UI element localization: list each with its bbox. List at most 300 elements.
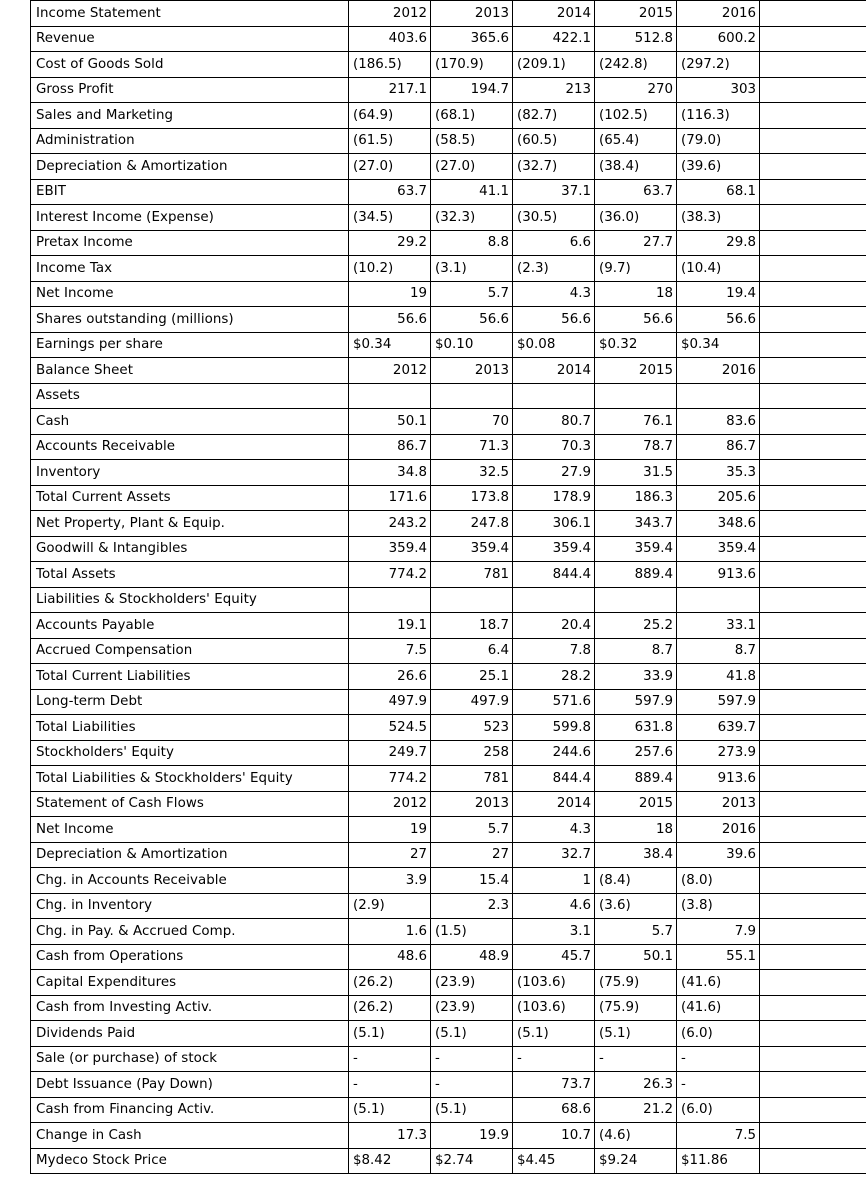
value-cell[interactable]: (3.6) xyxy=(595,893,677,919)
value-cell[interactable]: (75.9) xyxy=(595,970,677,996)
value-cell[interactable]: (5.1) xyxy=(431,1021,513,1047)
empty-cell[interactable] xyxy=(431,383,513,409)
value-cell[interactable]: (38.4) xyxy=(595,154,677,180)
value-cell[interactable]: 303 xyxy=(677,77,760,103)
value-cell[interactable]: 273.9 xyxy=(677,740,760,766)
value-cell[interactable]: (8.4) xyxy=(595,868,677,894)
empty-trailing-cell[interactable] xyxy=(760,332,866,358)
row-label-cell[interactable]: Depreciation & Amortization xyxy=(31,842,349,868)
empty-trailing-cell[interactable] xyxy=(760,205,866,231)
value-cell[interactable]: 244.6 xyxy=(513,740,595,766)
value-cell[interactable]: 21.2 xyxy=(595,1097,677,1123)
value-cell[interactable]: (5.1) xyxy=(349,1097,431,1123)
row-label-cell[interactable]: Capital Expenditures xyxy=(31,970,349,996)
section-header-cell[interactable]: Assets xyxy=(31,383,349,409)
empty-cell[interactable] xyxy=(595,587,677,613)
value-cell[interactable]: 359.4 xyxy=(513,536,595,562)
empty-trailing-cell[interactable] xyxy=(760,613,866,639)
value-cell[interactable]: 27 xyxy=(431,842,513,868)
value-cell[interactable]: 19.9 xyxy=(431,1123,513,1149)
empty-trailing-cell[interactable] xyxy=(760,434,866,460)
value-cell[interactable]: 2015 xyxy=(595,358,677,384)
value-cell[interactable]: 359.4 xyxy=(595,536,677,562)
value-cell[interactable]: 27.9 xyxy=(513,460,595,486)
value-cell[interactable]: 2016 xyxy=(677,1,760,27)
value-cell[interactable]: 2014 xyxy=(513,358,595,384)
value-cell[interactable]: (103.6) xyxy=(513,995,595,1021)
value-cell[interactable]: 359.4 xyxy=(431,536,513,562)
value-cell[interactable]: (32.3) xyxy=(431,205,513,231)
row-label-cell[interactable]: Pretax Income xyxy=(31,230,349,256)
value-cell[interactable]: 243.2 xyxy=(349,511,431,537)
empty-trailing-cell[interactable] xyxy=(760,740,866,766)
row-label-cell[interactable]: EBIT xyxy=(31,179,349,205)
value-cell[interactable]: 173.8 xyxy=(431,485,513,511)
empty-cell[interactable] xyxy=(349,383,431,409)
value-cell[interactable]: 33.1 xyxy=(677,613,760,639)
value-cell[interactable]: 6.4 xyxy=(431,638,513,664)
value-cell[interactable]: 571.6 xyxy=(513,689,595,715)
value-cell[interactable]: 34.8 xyxy=(349,460,431,486)
value-cell[interactable]: 8.7 xyxy=(677,638,760,664)
value-cell[interactable]: $8.42 xyxy=(349,1148,431,1174)
value-cell[interactable]: 31.5 xyxy=(595,460,677,486)
value-cell[interactable]: - xyxy=(513,1046,595,1072)
value-cell[interactable]: 3.1 xyxy=(513,919,595,945)
empty-cell[interactable] xyxy=(349,587,431,613)
row-label-cell[interactable]: Shares outstanding (millions) xyxy=(31,307,349,333)
value-cell[interactable]: (27.0) xyxy=(431,154,513,180)
value-cell[interactable]: 19.1 xyxy=(349,613,431,639)
empty-trailing-cell[interactable] xyxy=(760,1123,866,1149)
value-cell[interactable]: (39.6) xyxy=(677,154,760,180)
value-cell[interactable]: 186.3 xyxy=(595,485,677,511)
value-cell[interactable]: 29.2 xyxy=(349,230,431,256)
value-cell[interactable]: 73.7 xyxy=(513,1072,595,1098)
value-cell[interactable]: (65.4) xyxy=(595,128,677,154)
row-label-cell[interactable]: Net Income xyxy=(31,817,349,843)
value-cell[interactable]: (34.5) xyxy=(349,205,431,231)
value-cell[interactable]: (23.9) xyxy=(431,970,513,996)
value-cell[interactable]: 6.6 xyxy=(513,230,595,256)
value-cell[interactable]: (4.6) xyxy=(595,1123,677,1149)
empty-trailing-cell[interactable] xyxy=(760,1072,866,1098)
value-cell[interactable]: 86.7 xyxy=(349,434,431,460)
row-label-cell[interactable]: Net Property, Plant & Equip. xyxy=(31,511,349,537)
value-cell[interactable]: 205.6 xyxy=(677,485,760,511)
value-cell[interactable]: $4.45 xyxy=(513,1148,595,1174)
value-cell[interactable]: 2012 xyxy=(349,791,431,817)
value-cell[interactable]: 56.6 xyxy=(431,307,513,333)
row-label-cell[interactable]: Net Income xyxy=(31,281,349,307)
empty-trailing-cell[interactable] xyxy=(760,1148,866,1174)
value-cell[interactable]: 26.6 xyxy=(349,664,431,690)
value-cell[interactable]: 37.1 xyxy=(513,179,595,205)
row-label-cell[interactable]: Accounts Payable xyxy=(31,613,349,639)
value-cell[interactable]: 2014 xyxy=(513,791,595,817)
value-cell[interactable]: 10.7 xyxy=(513,1123,595,1149)
row-label-cell[interactable]: Debt Issuance (Pay Down) xyxy=(31,1072,349,1098)
value-cell[interactable]: $0.10 xyxy=(431,332,513,358)
value-cell[interactable]: (75.9) xyxy=(595,995,677,1021)
row-label-cell[interactable]: Total Assets xyxy=(31,562,349,588)
row-label-cell[interactable]: Cash from Investing Activ. xyxy=(31,995,349,1021)
value-cell[interactable]: 7.5 xyxy=(349,638,431,664)
value-cell[interactable]: (297.2) xyxy=(677,52,760,78)
value-cell[interactable]: 194.7 xyxy=(431,77,513,103)
empty-trailing-cell[interactable] xyxy=(760,868,866,894)
value-cell[interactable]: 35.3 xyxy=(677,460,760,486)
value-cell[interactable]: 631.8 xyxy=(595,715,677,741)
value-cell[interactable]: (30.5) xyxy=(513,205,595,231)
value-cell[interactable]: (58.5) xyxy=(431,128,513,154)
value-cell[interactable]: (5.1) xyxy=(431,1097,513,1123)
row-label-cell[interactable]: Cash from Operations xyxy=(31,944,349,970)
value-cell[interactable]: 86.7 xyxy=(677,434,760,460)
value-cell[interactable]: 5.7 xyxy=(431,281,513,307)
value-cell[interactable]: 63.7 xyxy=(349,179,431,205)
row-label-cell[interactable]: Mydeco Stock Price xyxy=(31,1148,349,1174)
value-cell[interactable]: (8.0) xyxy=(677,868,760,894)
value-cell[interactable]: 2013 xyxy=(677,791,760,817)
value-cell[interactable]: - xyxy=(595,1046,677,1072)
value-cell[interactable]: 18 xyxy=(595,817,677,843)
value-cell[interactable]: 497.9 xyxy=(431,689,513,715)
value-cell[interactable]: 28.2 xyxy=(513,664,595,690)
value-cell[interactable]: 50.1 xyxy=(349,409,431,435)
empty-trailing-cell[interactable] xyxy=(760,383,866,409)
row-label-cell[interactable]: Interest Income (Expense) xyxy=(31,205,349,231)
value-cell[interactable]: 512.8 xyxy=(595,26,677,52)
empty-trailing-cell[interactable] xyxy=(760,179,866,205)
empty-trailing-cell[interactable] xyxy=(760,154,866,180)
empty-trailing-cell[interactable] xyxy=(760,460,866,486)
value-cell[interactable]: 403.6 xyxy=(349,26,431,52)
value-cell[interactable]: 171.6 xyxy=(349,485,431,511)
value-cell[interactable]: 48.9 xyxy=(431,944,513,970)
empty-trailing-cell[interactable] xyxy=(760,817,866,843)
value-cell[interactable]: 2013 xyxy=(431,1,513,27)
row-label-cell[interactable]: Change in Cash xyxy=(31,1123,349,1149)
value-cell[interactable]: 63.7 xyxy=(595,179,677,205)
value-cell[interactable]: 178.9 xyxy=(513,485,595,511)
value-cell[interactable]: 249.7 xyxy=(349,740,431,766)
value-cell[interactable]: 68.1 xyxy=(677,179,760,205)
empty-trailing-cell[interactable] xyxy=(760,281,866,307)
value-cell[interactable]: 2012 xyxy=(349,358,431,384)
value-cell[interactable]: (61.5) xyxy=(349,128,431,154)
value-cell[interactable]: - xyxy=(431,1046,513,1072)
section-header-cell[interactable]: Statement of Cash Flows xyxy=(31,791,349,817)
value-cell[interactable]: 41.1 xyxy=(431,179,513,205)
value-cell[interactable]: 50.1 xyxy=(595,944,677,970)
value-cell[interactable]: (26.2) xyxy=(349,970,431,996)
value-cell[interactable]: (27.0) xyxy=(349,154,431,180)
value-cell[interactable]: 19 xyxy=(349,281,431,307)
value-cell[interactable]: 270 xyxy=(595,77,677,103)
empty-trailing-cell[interactable] xyxy=(760,689,866,715)
value-cell[interactable]: 8.8 xyxy=(431,230,513,256)
value-cell[interactable]: 889.4 xyxy=(595,562,677,588)
value-cell[interactable]: 213 xyxy=(513,77,595,103)
value-cell[interactable]: 844.4 xyxy=(513,766,595,792)
value-cell[interactable]: 56.6 xyxy=(513,307,595,333)
value-cell[interactable]: 25.2 xyxy=(595,613,677,639)
row-label-cell[interactable]: Cost of Goods Sold xyxy=(31,52,349,78)
value-cell[interactable]: 844.4 xyxy=(513,562,595,588)
value-cell[interactable]: 20.4 xyxy=(513,613,595,639)
value-cell[interactable]: (209.1) xyxy=(513,52,595,78)
empty-trailing-cell[interactable] xyxy=(760,919,866,945)
empty-trailing-cell[interactable] xyxy=(760,1097,866,1123)
value-cell[interactable]: 41.8 xyxy=(677,664,760,690)
row-label-cell[interactable]: Depreciation & Amortization xyxy=(31,154,349,180)
value-cell[interactable]: (6.0) xyxy=(677,1097,760,1123)
value-cell[interactable]: 83.6 xyxy=(677,409,760,435)
value-cell[interactable]: (186.5) xyxy=(349,52,431,78)
row-label-cell[interactable]: Dividends Paid xyxy=(31,1021,349,1047)
value-cell[interactable]: (3.8) xyxy=(677,893,760,919)
empty-cell[interactable] xyxy=(677,383,760,409)
row-label-cell[interactable]: Administration xyxy=(31,128,349,154)
value-cell[interactable]: 1.6 xyxy=(349,919,431,945)
value-cell[interactable]: - xyxy=(431,1072,513,1098)
value-cell[interactable]: 70 xyxy=(431,409,513,435)
empty-cell[interactable] xyxy=(595,383,677,409)
value-cell[interactable]: (60.5) xyxy=(513,128,595,154)
value-cell[interactable]: (23.9) xyxy=(431,995,513,1021)
row-label-cell[interactable]: Total Current Assets xyxy=(31,485,349,511)
value-cell[interactable]: 3.9 xyxy=(349,868,431,894)
value-cell[interactable]: (103.6) xyxy=(513,970,595,996)
value-cell[interactable]: 2015 xyxy=(595,1,677,27)
value-cell[interactable]: (38.3) xyxy=(677,205,760,231)
value-cell[interactable]: $2.74 xyxy=(431,1148,513,1174)
value-cell[interactable]: 38.4 xyxy=(595,842,677,868)
value-cell[interactable]: (1.5) xyxy=(431,919,513,945)
value-cell[interactable]: (116.3) xyxy=(677,103,760,129)
empty-trailing-cell[interactable] xyxy=(760,1046,866,1072)
value-cell[interactable]: - xyxy=(349,1072,431,1098)
value-cell[interactable]: 774.2 xyxy=(349,766,431,792)
row-label-cell[interactable]: Income Tax xyxy=(31,256,349,282)
value-cell[interactable]: 599.8 xyxy=(513,715,595,741)
empty-trailing-cell[interactable] xyxy=(760,842,866,868)
value-cell[interactable]: 15.4 xyxy=(431,868,513,894)
value-cell[interactable]: (10.4) xyxy=(677,256,760,282)
row-label-cell[interactable]: Chg. in Pay. & Accrued Comp. xyxy=(31,919,349,945)
value-cell[interactable]: 2.3 xyxy=(431,893,513,919)
value-cell[interactable]: 19 xyxy=(349,817,431,843)
value-cell[interactable]: (102.5) xyxy=(595,103,677,129)
value-cell[interactable]: - xyxy=(349,1046,431,1072)
value-cell[interactable]: 2015 xyxy=(595,791,677,817)
value-cell[interactable]: 4.3 xyxy=(513,281,595,307)
row-label-cell[interactable]: Total Liabilities & Stockholders' Equity xyxy=(31,766,349,792)
value-cell[interactable]: 343.7 xyxy=(595,511,677,537)
value-cell[interactable]: 7.9 xyxy=(677,919,760,945)
value-cell[interactable]: 25.1 xyxy=(431,664,513,690)
empty-trailing-cell[interactable] xyxy=(760,230,866,256)
value-cell[interactable]: 45.7 xyxy=(513,944,595,970)
value-cell[interactable]: (79.0) xyxy=(677,128,760,154)
empty-trailing-cell[interactable] xyxy=(760,52,866,78)
value-cell[interactable]: 913.6 xyxy=(677,562,760,588)
value-cell[interactable]: 18.7 xyxy=(431,613,513,639)
empty-trailing-cell[interactable] xyxy=(760,77,866,103)
empty-trailing-cell[interactable] xyxy=(760,638,866,664)
value-cell[interactable]: 422.1 xyxy=(513,26,595,52)
value-cell[interactable]: 76.1 xyxy=(595,409,677,435)
value-cell[interactable]: 7.8 xyxy=(513,638,595,664)
value-cell[interactable]: (26.2) xyxy=(349,995,431,1021)
value-cell[interactable]: 781 xyxy=(431,562,513,588)
value-cell[interactable]: 5.7 xyxy=(595,919,677,945)
empty-trailing-cell[interactable] xyxy=(760,511,866,537)
empty-trailing-cell[interactable] xyxy=(760,562,866,588)
value-cell[interactable]: (41.6) xyxy=(677,995,760,1021)
value-cell[interactable]: (10.2) xyxy=(349,256,431,282)
value-cell[interactable]: 27 xyxy=(349,842,431,868)
value-cell[interactable]: $0.34 xyxy=(349,332,431,358)
value-cell[interactable]: (68.1) xyxy=(431,103,513,129)
value-cell[interactable]: 19.4 xyxy=(677,281,760,307)
value-cell[interactable]: (5.1) xyxy=(513,1021,595,1047)
value-cell[interactable]: 18 xyxy=(595,281,677,307)
section-header-cell[interactable]: Liabilities & Stockholders' Equity xyxy=(31,587,349,613)
value-cell[interactable]: 247.8 xyxy=(431,511,513,537)
empty-trailing-cell[interactable] xyxy=(760,766,866,792)
value-cell[interactable]: (2.9) xyxy=(349,893,431,919)
empty-trailing-cell[interactable] xyxy=(760,307,866,333)
value-cell[interactable]: 33.9 xyxy=(595,664,677,690)
value-cell[interactable]: (3.1) xyxy=(431,256,513,282)
value-cell[interactable]: 781 xyxy=(431,766,513,792)
row-label-cell[interactable]: Earnings per share xyxy=(31,332,349,358)
value-cell[interactable]: - xyxy=(677,1046,760,1072)
value-cell[interactable]: 48.6 xyxy=(349,944,431,970)
value-cell[interactable]: 2013 xyxy=(431,791,513,817)
value-cell[interactable]: 7.5 xyxy=(677,1123,760,1149)
value-cell[interactable]: 17.3 xyxy=(349,1123,431,1149)
value-cell[interactable]: 80.7 xyxy=(513,409,595,435)
empty-trailing-cell[interactable] xyxy=(760,409,866,435)
value-cell[interactable]: 32.5 xyxy=(431,460,513,486)
value-cell[interactable]: 359.4 xyxy=(349,536,431,562)
value-cell[interactable]: 258 xyxy=(431,740,513,766)
row-label-cell[interactable]: Gross Profit xyxy=(31,77,349,103)
value-cell[interactable]: 600.2 xyxy=(677,26,760,52)
empty-trailing-cell[interactable] xyxy=(760,995,866,1021)
value-cell[interactable]: 39.6 xyxy=(677,842,760,868)
value-cell[interactable]: 774.2 xyxy=(349,562,431,588)
value-cell[interactable]: 359.4 xyxy=(677,536,760,562)
value-cell[interactable]: $0.08 xyxy=(513,332,595,358)
value-cell[interactable]: 55.1 xyxy=(677,944,760,970)
value-cell[interactable]: 2016 xyxy=(677,358,760,384)
row-label-cell[interactable]: Accounts Receivable xyxy=(31,434,349,460)
value-cell[interactable]: $0.34 xyxy=(677,332,760,358)
empty-trailing-cell[interactable] xyxy=(760,664,866,690)
row-label-cell[interactable]: Total Liabilities xyxy=(31,715,349,741)
value-cell[interactable]: (41.6) xyxy=(677,970,760,996)
row-label-cell[interactable]: Long-term Debt xyxy=(31,689,349,715)
value-cell[interactable]: 29.8 xyxy=(677,230,760,256)
empty-trailing-cell[interactable] xyxy=(760,944,866,970)
value-cell[interactable]: 56.6 xyxy=(349,307,431,333)
value-cell[interactable]: $11.86 xyxy=(677,1148,760,1174)
value-cell[interactable]: 217.1 xyxy=(349,77,431,103)
empty-trailing-cell[interactable] xyxy=(760,715,866,741)
row-label-cell[interactable]: Sales and Marketing xyxy=(31,103,349,129)
value-cell[interactable]: 365.6 xyxy=(431,26,513,52)
value-cell[interactable]: - xyxy=(677,1072,760,1098)
value-cell[interactable]: (6.0) xyxy=(677,1021,760,1047)
value-cell[interactable]: 56.6 xyxy=(677,307,760,333)
value-cell[interactable]: 71.3 xyxy=(431,434,513,460)
value-cell[interactable]: 27.7 xyxy=(595,230,677,256)
value-cell[interactable]: 597.9 xyxy=(677,689,760,715)
section-header-cell[interactable]: Income Statement xyxy=(31,1,349,27)
value-cell[interactable]: (5.1) xyxy=(595,1021,677,1047)
empty-trailing-cell[interactable] xyxy=(760,587,866,613)
value-cell[interactable]: 32.7 xyxy=(513,842,595,868)
value-cell[interactable]: 8.7 xyxy=(595,638,677,664)
value-cell[interactable]: $0.32 xyxy=(595,332,677,358)
value-cell[interactable]: 306.1 xyxy=(513,511,595,537)
value-cell[interactable]: 4.6 xyxy=(513,893,595,919)
value-cell[interactable]: 2012 xyxy=(349,1,431,27)
empty-trailing-cell[interactable] xyxy=(760,128,866,154)
row-label-cell[interactable]: Cash xyxy=(31,409,349,435)
empty-trailing-cell[interactable] xyxy=(760,970,866,996)
row-label-cell[interactable]: Total Current Liabilities xyxy=(31,664,349,690)
empty-cell[interactable] xyxy=(513,383,595,409)
value-cell[interactable]: 523 xyxy=(431,715,513,741)
value-cell[interactable]: 524.5 xyxy=(349,715,431,741)
value-cell[interactable]: 5.7 xyxy=(431,817,513,843)
empty-trailing-cell[interactable] xyxy=(760,791,866,817)
value-cell[interactable]: 2013 xyxy=(431,358,513,384)
value-cell[interactable]: 639.7 xyxy=(677,715,760,741)
row-label-cell[interactable]: Chg. in Inventory xyxy=(31,893,349,919)
empty-trailing-cell[interactable] xyxy=(760,103,866,129)
empty-trailing-cell[interactable] xyxy=(760,1,866,27)
row-label-cell[interactable]: Goodwill & Intangibles xyxy=(31,536,349,562)
value-cell[interactable]: 597.9 xyxy=(595,689,677,715)
row-label-cell[interactable]: Stockholders' Equity xyxy=(31,740,349,766)
value-cell[interactable]: 2014 xyxy=(513,1,595,27)
value-cell[interactable]: 4.3 xyxy=(513,817,595,843)
empty-trailing-cell[interactable] xyxy=(760,256,866,282)
row-label-cell[interactable]: Sale (or purchase) of stock xyxy=(31,1046,349,1072)
value-cell[interactable]: 913.6 xyxy=(677,766,760,792)
value-cell[interactable]: (82.7) xyxy=(513,103,595,129)
empty-cell[interactable] xyxy=(431,587,513,613)
value-cell[interactable]: (64.9) xyxy=(349,103,431,129)
empty-trailing-cell[interactable] xyxy=(760,358,866,384)
value-cell[interactable]: $9.24 xyxy=(595,1148,677,1174)
row-label-cell[interactable]: Cash from Financing Activ. xyxy=(31,1097,349,1123)
value-cell[interactable]: 26.3 xyxy=(595,1072,677,1098)
empty-trailing-cell[interactable] xyxy=(760,893,866,919)
value-cell[interactable]: 497.9 xyxy=(349,689,431,715)
row-label-cell[interactable]: Inventory xyxy=(31,460,349,486)
value-cell[interactable]: (9.7) xyxy=(595,256,677,282)
empty-trailing-cell[interactable] xyxy=(760,536,866,562)
row-label-cell[interactable]: Chg. in Accounts Receivable xyxy=(31,868,349,894)
empty-trailing-cell[interactable] xyxy=(760,485,866,511)
